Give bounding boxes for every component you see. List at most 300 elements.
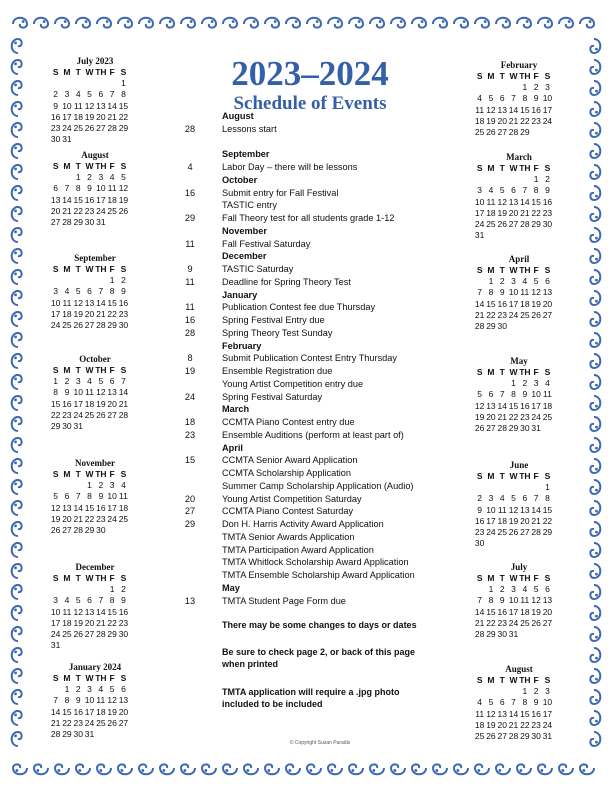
calendar-day: 13 [96,100,106,111]
weekday-label: M [487,675,495,685]
calendar-day: 2 [477,493,483,504]
calendar-day: 23 [531,115,541,126]
calendar-day: 5 [109,684,115,694]
calendar-weekday-header [474,471,564,482]
calendar-day: 3 [511,276,516,286]
weekday-label: M [63,264,71,274]
calendar-day: 7 [98,286,104,297]
month-heading-label: February [222,340,262,351]
calendar-day: 20 [84,308,95,319]
weekday-label: W [85,469,94,479]
event-text: CCMTA Senior Award Application [222,455,358,466]
calendar-day [519,321,530,332]
event-text: TMTA Ensemble Scholarship Award Application [222,570,415,580]
calendar-day: 20 [50,205,61,216]
calendar-day: 21 [62,205,72,216]
weekday-label: S [120,673,127,683]
calendar-day: 22 [486,309,496,320]
calendar-day [497,378,508,389]
calendar-day: 9 [98,491,104,502]
left-5-calendar [50,562,140,652]
calendar-day: 14 [96,297,106,308]
calendar-weekday-header [50,365,140,376]
right-1-calendar [474,152,564,242]
calendar-day [542,423,553,434]
calendar-day: 22 [520,719,530,730]
calendar-day: 4 [64,595,70,606]
event-text: Publication Contest fee due Thursday [222,302,376,313]
calendar-week-row [50,298,140,309]
calendar-day: 31 [73,421,83,432]
calendar-day: 27 [542,617,553,628]
calendar-day: 19 [531,298,541,309]
event-text: TMTA Student Page Form due [222,595,346,606]
calendar-day: 10 [96,183,106,194]
calendar-week-row [50,399,140,410]
calendar-day: 16 [84,194,95,205]
calendar-day: 5 [488,93,494,104]
calendar-day [61,172,72,183]
calendar-day [50,480,61,491]
calendar-month-title: August [505,664,533,674]
calendar-day: 24 [62,123,72,134]
copyright-footer: © Copyright Susan Paradis [289,740,351,746]
calendar-day: 28 [50,729,61,740]
event-date: 11 [185,302,195,313]
calendar-day: 26 [486,127,496,138]
calendar-day: 5 [488,697,494,708]
calendar-day [519,629,530,640]
calendar-day: 15 [84,502,95,513]
calendar-day [542,127,553,138]
weekday-label: F [109,365,115,375]
calendar-day: 23 [62,409,72,420]
calendar-day: 1 [522,82,528,92]
calendar-week-row [474,127,564,138]
calendar-month-title: October [79,354,111,364]
event-row [180,314,440,327]
calendar-week-row [474,629,564,640]
event-text: Spring Festival Entry due [222,315,325,325]
event-row [180,467,440,480]
calendar-day: 3 [98,172,104,182]
month-heading-label: August [222,111,254,121]
calendar-day [73,640,84,651]
calendar-day: 21 [73,513,83,524]
calendar-day: 13 [497,708,507,719]
calendar-day [508,482,519,493]
weekday-label: W [85,161,94,171]
calendar-day [95,729,106,740]
calendar-day: 9 [53,100,59,111]
calendar-day: 20 [508,207,519,218]
calendar-day: 17 [96,194,106,205]
calendar-week-row [50,134,140,145]
calendar-day [485,538,496,549]
event-text: Young Artist Competition Saturday [222,493,362,504]
calendar-week-row [474,538,564,549]
weekday-label: S [476,265,483,275]
calendar-day: 24 [486,527,496,538]
calendar-day: 14 [474,298,485,309]
calendar-day: 7 [98,595,104,606]
calendar-day: 26 [84,123,95,134]
event-date: 23 [184,429,196,440]
calendar-day: 7 [75,491,81,502]
event-text: Spring Festival Saturday [222,391,323,402]
calendar-day: 3 [477,185,483,196]
month-heading [180,148,440,161]
calendar-day [542,230,553,241]
event-row [180,123,440,136]
calendar-day: 17 [50,308,61,319]
calendar-day: 19 [497,207,507,218]
calendar-day: 20 [542,606,553,617]
event-row [180,493,440,506]
calendar-day: 25 [96,717,106,728]
calendar-day: 16 [62,398,72,409]
weekday-label: F [533,675,539,685]
calendar-day: 8 [64,695,70,706]
calendar-day: 12 [531,595,541,606]
calendar-day: 16 [531,708,541,719]
weekday-label: T [499,471,505,481]
calendar-day [474,482,485,493]
calendar-day: 23 [497,309,507,320]
calendar-day: 11 [520,595,530,606]
calendar-week-row [474,378,564,389]
calendar-day: 12 [107,695,117,706]
calendar-day: 29 [84,525,95,536]
calendar-day: 13 [486,400,496,411]
calendar-day: 18 [542,400,553,411]
calendar-day: 21 [107,111,117,122]
weekday-label: W [85,573,94,583]
calendar-day: 19 [531,606,541,617]
event-date: 15 [184,455,196,466]
calendar-day: 2 [53,89,59,100]
event-text: TASTIC Saturday [222,264,294,274]
calendar-day: 27 [520,527,530,538]
calendar-day: 20 [497,115,507,126]
calendar-day: 15 [486,606,496,617]
calendar-day: 16 [118,297,129,308]
calendar-day: 23 [50,123,61,134]
weekday-label: TH [519,675,531,685]
event-text: Deadline for Spring Theory Test [222,276,351,287]
calendar-day: 20 [62,513,72,524]
calendar-day [508,686,519,697]
calendar-day: 7 [499,389,505,400]
calendar-day: 30 [118,320,129,331]
calendar-day: 11 [62,606,72,617]
event-text: Ensemble Registration due [222,366,333,376]
calendar-week-row [474,527,564,538]
calendar-week-row [50,707,140,718]
calendar-day [508,230,519,241]
weekday-label: S [120,365,127,375]
event-row [180,238,440,251]
calendar-day: 26 [497,219,507,230]
weekday-label: F [533,265,539,275]
calendar-day: 6 [499,93,505,104]
calendar-day: 21 [508,719,519,730]
weekday-label: M [63,161,71,171]
calendar-day: 1 [109,275,115,285]
weekday-label: T [75,365,81,375]
calendar-day [73,480,84,491]
calendar-month-title: May [510,356,528,366]
weekday-label: T [499,265,505,275]
calendar-day: 17 [474,207,485,218]
calendar-day: 18 [62,617,72,628]
calendar-day: 22 [107,617,117,628]
calendar-day: 22 [508,411,519,422]
calendar-day: 29 [520,127,530,138]
calendar-day: 19 [50,513,61,524]
calendar-week-row [50,309,140,320]
event-row [180,556,440,569]
calendar-day: 29 [508,423,519,434]
calendar-day: 3 [533,378,539,388]
event-date: 16 [184,187,196,198]
event-text: TMTA Participation Award Application [222,544,374,555]
calendar-day [485,82,496,93]
calendar-day: 25 [84,409,95,420]
calendar-day: 7 [522,185,528,196]
calendar-day: 14 [508,104,519,115]
weekday-label: S [476,573,483,583]
weekday-label: S [120,161,127,171]
weekday-label: TH [519,367,531,377]
calendar-week-row [474,116,564,127]
calendar-day: 17 [508,298,519,309]
calendar-day: 26 [50,525,61,536]
calendar-day [61,275,72,286]
calendar-day [474,82,485,93]
calendar-day [84,134,95,145]
calendar-weekday-header [50,264,140,275]
weekday-label: S [544,573,551,583]
calendar-week-row [50,525,140,536]
calendar-week-row [474,720,564,731]
calendar-week-row [50,514,140,525]
weekday-label: M [63,67,71,77]
calendar-week-row [474,299,564,310]
calendar-week-row [474,584,564,595]
calendar-week-row [474,505,564,516]
calendar-day: 27 [84,629,95,640]
event-text: TASTIC entry [222,200,277,211]
calendar-day: 22 [84,513,95,524]
calendar-day: 29 [62,729,72,740]
weekday-label: F [533,71,539,81]
calendar-day: 14 [118,387,129,398]
calendar-day: 7 [477,287,483,298]
calendar-day: 6 [87,286,92,297]
month-heading [180,442,440,455]
calendar-day [84,78,95,89]
calendar-day: 29 [107,629,117,640]
weekday-label: F [109,264,115,274]
note-paragraph [222,619,437,631]
calendar-day [106,640,117,651]
calendar-day [61,480,72,491]
weekday-label: W [509,471,518,481]
calendar-day: 19 [96,398,106,409]
right-5-calendar [474,562,564,640]
calendar-day: 12 [486,104,496,115]
calendar-day: 28 [508,731,519,742]
calendar-day: 13 [62,502,72,513]
calendar-month-title: July 2023 [76,56,114,66]
calendar-day: 2 [121,584,126,594]
calendar-day [61,78,72,89]
weekday-label: F [109,673,115,683]
event-text: Don H. Harris Activity Award Application [222,519,384,529]
calendar-day: 19 [508,515,519,526]
calendar-week-row [474,482,564,493]
calendar-day: 6 [488,389,494,400]
calendar-day: 12 [73,297,83,308]
event-date: 13 [184,595,196,606]
calendar-day: 9 [75,695,81,706]
calendar-day: 9 [545,185,550,196]
calendar-day: 9 [64,387,70,398]
calendar-day: 21 [96,617,106,628]
calendar-day: 24 [508,309,519,320]
calendar-day: 10 [474,196,485,207]
calendar-day: 25 [474,731,485,742]
calendar-day: 12 [73,606,83,617]
weekday-label: S [544,471,551,481]
weekday-label: S [52,264,59,274]
calendar-day: 31 [508,629,519,640]
weekday-label: F [533,573,539,583]
calendar-day: 27 [96,123,106,134]
event-row [180,301,440,314]
calendar-day: 21 [497,411,507,422]
calendar-day: 27 [497,127,507,138]
calendar-day: 22 [118,111,129,122]
calendar-day: 11 [520,287,530,298]
event-text: Young Artist Competition entry due [222,378,364,389]
calendar-day: 7 [121,376,126,386]
event-date: 28 [184,123,196,134]
calendar-day: 8 [121,89,126,100]
calendar-day: 26 [73,629,83,640]
calendar-day [519,230,530,241]
calendar-week-row [474,321,564,332]
calendar-day: 10 [486,504,496,515]
calendar-day: 11 [62,297,72,308]
calendar-week-row [474,618,564,629]
calendar-day: 26 [96,409,106,420]
calendar-day [497,230,508,241]
weekday-label: S [52,365,59,375]
calendar-day: 2 [533,686,539,696]
calendar-day: 15 [118,100,129,111]
calendar-day [73,78,84,89]
calendar-day [485,482,496,493]
calendar-day: 10 [50,297,61,308]
calendar-day: 19 [73,617,83,628]
weekday-label: F [533,471,539,481]
calendar-day: 20 [486,411,496,422]
event-text: CCMTA Scholarship Application [222,468,352,478]
calendar-day: 6 [545,584,550,594]
calendar-day: 24 [96,205,106,216]
calendar-day: 4 [64,286,70,297]
weekday-label: T [75,469,81,479]
calendar-day: 20 [520,515,530,526]
calendar-day: 21 [118,398,129,409]
calendar-day [73,584,84,595]
calendar-day: 2 [533,82,539,92]
calendar-week-row [50,112,140,123]
weekday-label: TH [95,161,107,171]
left-4-calendar [50,458,140,536]
calendar-day: 24 [107,513,117,524]
event-row [180,276,440,289]
right-2-calendar [474,254,564,332]
calendar-day: 28 [107,123,117,134]
event-row [180,199,440,212]
calendar-day: 28 [96,629,106,640]
calendar-week-row [50,101,140,112]
calendar-day: 3 [545,686,550,696]
calendar-day: 5 [121,172,126,182]
calendar-day: 23 [118,308,129,319]
calendar-week-row [474,686,564,697]
calendar-week-row [50,729,140,740]
calendar-day [508,538,519,549]
calendar-day: 29 [73,217,83,228]
calendar-day [50,275,61,286]
calendar-day: 25 [62,629,72,640]
calendar-day: 16 [474,515,485,526]
calendar-day: 30 [84,217,95,228]
calendar-day: 21 [520,207,530,218]
calendar-day: 30 [62,421,72,432]
event-row [180,365,440,378]
calendar-day: 12 [531,287,541,298]
calendar-day: 2 [121,275,126,285]
calendar-day: 31 [84,729,95,740]
event-row [180,544,440,557]
calendar-day: 1 [545,482,550,492]
calendar-day: 5 [477,389,483,400]
event-row [180,263,440,276]
calendar-day: 18 [520,606,530,617]
calendar-day: 21 [50,717,61,728]
calendar-day: 25 [62,320,72,331]
calendar-day: 1 [87,480,92,490]
calendar-week-row [50,684,140,695]
calendar-day [106,78,117,89]
calendar-day: 5 [75,286,81,297]
weekday-label: S [544,675,551,685]
calendar-day: 17 [73,398,83,409]
calendar-day: 11 [475,104,485,115]
calendar-day: 6 [109,376,115,386]
calendar-week-row [474,607,564,618]
calendar-day: 1 [522,686,528,696]
calendar-day: 9 [533,93,539,104]
month-heading [180,250,440,263]
weekday-label: TH [95,67,107,77]
calendar-day: 5 [98,376,104,386]
